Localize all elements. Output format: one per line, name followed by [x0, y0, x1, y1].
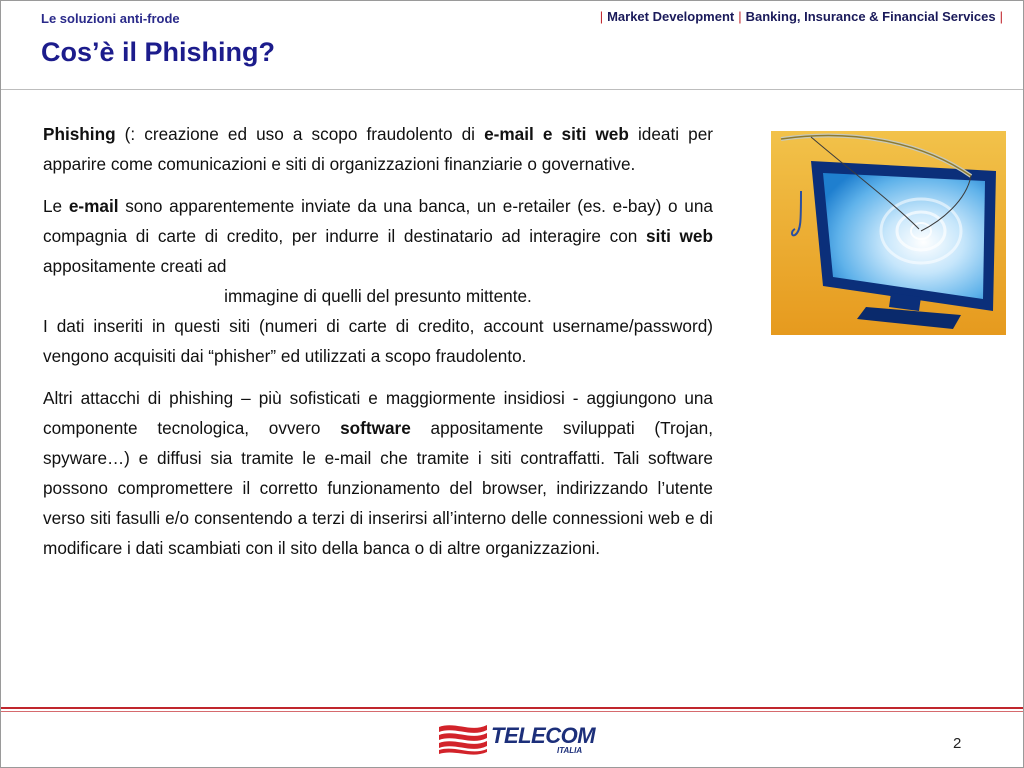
page-number: 2: [953, 735, 962, 752]
keyword-siti-web: siti web: [646, 226, 713, 246]
paragraph-definition: Phishing (: creazione ed uso a scopo fraudolento di e-mail e siti web ideati per apparire come comunicazioni e siti di organizzazioni finanziarie o governative.: [43, 124, 713, 174]
paragraph-email-continued: immagine di quelli del presunto mittente.: [224, 286, 532, 306]
nav-item-banking: Banking, Insurance & Financial Services: [745, 9, 996, 24]
telecom-italia-logo: [437, 719, 596, 757]
paragraph-email: Le e-mail sono apparentemente inviate da una banca, un e-retailer (es. e-bay) o una compagnia di carte di credito, per indurre il destinatario ad interagire con siti web appositamente creati ad: [43, 196, 713, 276]
nav-item-market-development: Market Development: [607, 9, 735, 24]
header-nav: | Market Development | Banking, Insurance & Financial Services |: [599, 9, 1003, 24]
footer-divider-thin: [1, 711, 1023, 712]
header-divider: [1, 89, 1023, 90]
keyword-email: e-mail: [68, 196, 119, 216]
keyword-software: software: [340, 418, 411, 438]
logo-text: TELECOM: [491, 723, 596, 748]
keyword-phishing: Phishing: [43, 124, 116, 144]
footer-divider-red: [1, 707, 1023, 709]
page-title: Cos’è il Phishing?: [41, 37, 276, 67]
body-text: [43, 119, 713, 575]
paragraph-attacks: Altri attacchi di phishing – più sofisticati e maggiormente insidiosi - aggiungono una componente tecnologica, ovvero software appositamente sviluppati (Trojan, spyware…) e diffusi sia tramite le e-mail che tramite i siti contraffatti. Tali software possono compromettere il corretto funzionamento del browser, indirizzando l’utente verso siti fasulli e/o consentendo a terzi di inserirsi all’interno delle connessioni web e di modificare i dati scambiati con il sito della banca o di altre organizzazioni.: [43, 388, 713, 558]
paragraph-data: I dati inseriti in questi siti (numeri di carte di credito, account username/password) vengono acquisiti dai “phisher” ed utilizzati a scopo fraudolento.: [43, 316, 713, 366]
keyword-email-siti-web: e-mail e siti web: [484, 124, 629, 144]
section-label: Le soluzioni anti-frode: [41, 11, 180, 26]
monitor-fishing-rod-image: [771, 131, 1006, 335]
phishing-illustration: [771, 131, 1006, 335]
logo-subtext: ITALIA: [557, 746, 583, 755]
